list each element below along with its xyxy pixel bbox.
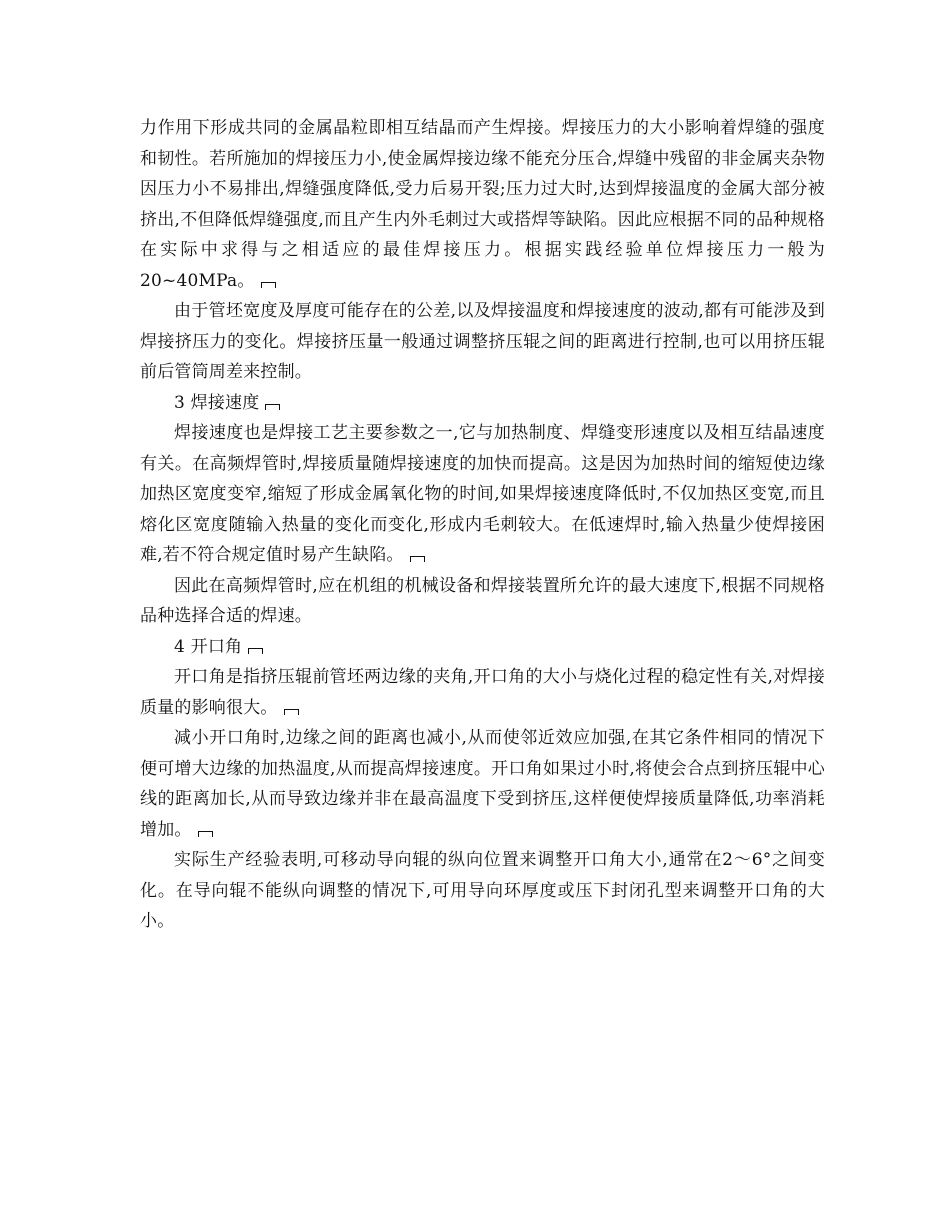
paragraph-text: 由于管坯宽度及厚度可能存在的公差,以及焊接温度和焊接速度的波动,都有可能涉及到焊接挤压力的变化。焊接挤压量一般通过调整挤压辊之间的距离进行控制,也可以用挤压辊前后管筒周差来控制。	[140, 301, 825, 382]
paragraph-mark-icon	[261, 282, 276, 288]
paragraph-speed-selection	[140, 571, 825, 632]
paragraph-mark-icon	[198, 831, 213, 837]
paragraph-text: 力作用下形成共同的金属晶粒即相互结晶而产生焊接。焊接压力的大小影响着焊缝的强度和韧性。若所施加的焊接压力小,使金属焊接边缘不能充分压合,焊缝中残留的非金属夹杂物因压力小不易排出,焊缝强度降低,受力后易开裂;压力过大时,达到焊接温度的金属大部分被挤出,不但降低焊缝强度,而且产生内外毛刺过大或搭焊等缺陷。因此应根据不同的品种规格在实际中求得与之相适应的最佳焊接压力。根据实践经验单位焊接压力一般为20~40MPa。	[140, 118, 825, 291]
paragraph-mark-icon	[248, 648, 263, 654]
paragraph-opening-angle-definition	[140, 662, 825, 723]
paragraph-reduce-opening-angle	[140, 723, 825, 845]
section-heading-opening-angle	[140, 632, 825, 663]
paragraph-practical-experience	[140, 845, 825, 937]
paragraph-mark-icon	[284, 709, 299, 715]
paragraph-welding-pressure	[140, 113, 825, 296]
paragraph-text: 实际生产经验表明,可移动导向辊的纵向位置来调整开口角大小,通常在2～6°之间变化。在导向辊不能纵向调整的情况下,可用导向环厚度或压下封闭孔型来调整开口角的大小。	[140, 850, 825, 931]
document-page	[140, 113, 825, 937]
heading-text: 4 开口角	[174, 636, 243, 657]
paragraph-text: 减小开口角时,边缘之间的距离也减小,从而使邻近效应加强,在其它条件相同的情况下便可增大边缘的加热温度,从而提高焊接速度。开口角如果过小时,将使会合点到挤压辊中心线的距离加长,从而导致边缘并非在最高温度下受到挤压,这样便使焊接质量降低,功率消耗增加。	[140, 728, 825, 840]
paragraph-mark-icon	[265, 404, 280, 410]
paragraph-text: 开口角是指挤压辊前管坯两边缘的夹角,开口角的大小与烧化过程的稳定性有关,对焊接质量的影响很大。	[140, 667, 825, 718]
paragraph-welding-speed	[140, 418, 825, 571]
heading-text: 3 焊接速度	[174, 392, 260, 413]
paragraph-text: 因此在高频焊管时,应在机组的机械设备和焊接装置所允许的最大速度下,根据不同规格品种选择合适的焊速。	[140, 575, 825, 626]
section-heading-welding-speed	[140, 388, 825, 419]
paragraph-extrusion-amount	[140, 296, 825, 388]
paragraph-text: 焊接速度也是焊接工艺主要参数之一,它与加热制度、焊缝变形速度以及相互结晶速度有关。在高频焊管时,焊接质量随焊接速度的加快而提高。这是因为加热时间的缩短使边缘加热区宽度变窄,缩短了形成金属氧化物的时间,如果焊接速度降低时,不仅加热区变宽,而且熔化区宽度随输入热量的变化而变化,形成内毛刺较大。在低速焊时,输入热量少使焊接困难,若不符合规定值时易产生缺陷。	[140, 423, 825, 565]
paragraph-mark-icon	[410, 556, 425, 562]
